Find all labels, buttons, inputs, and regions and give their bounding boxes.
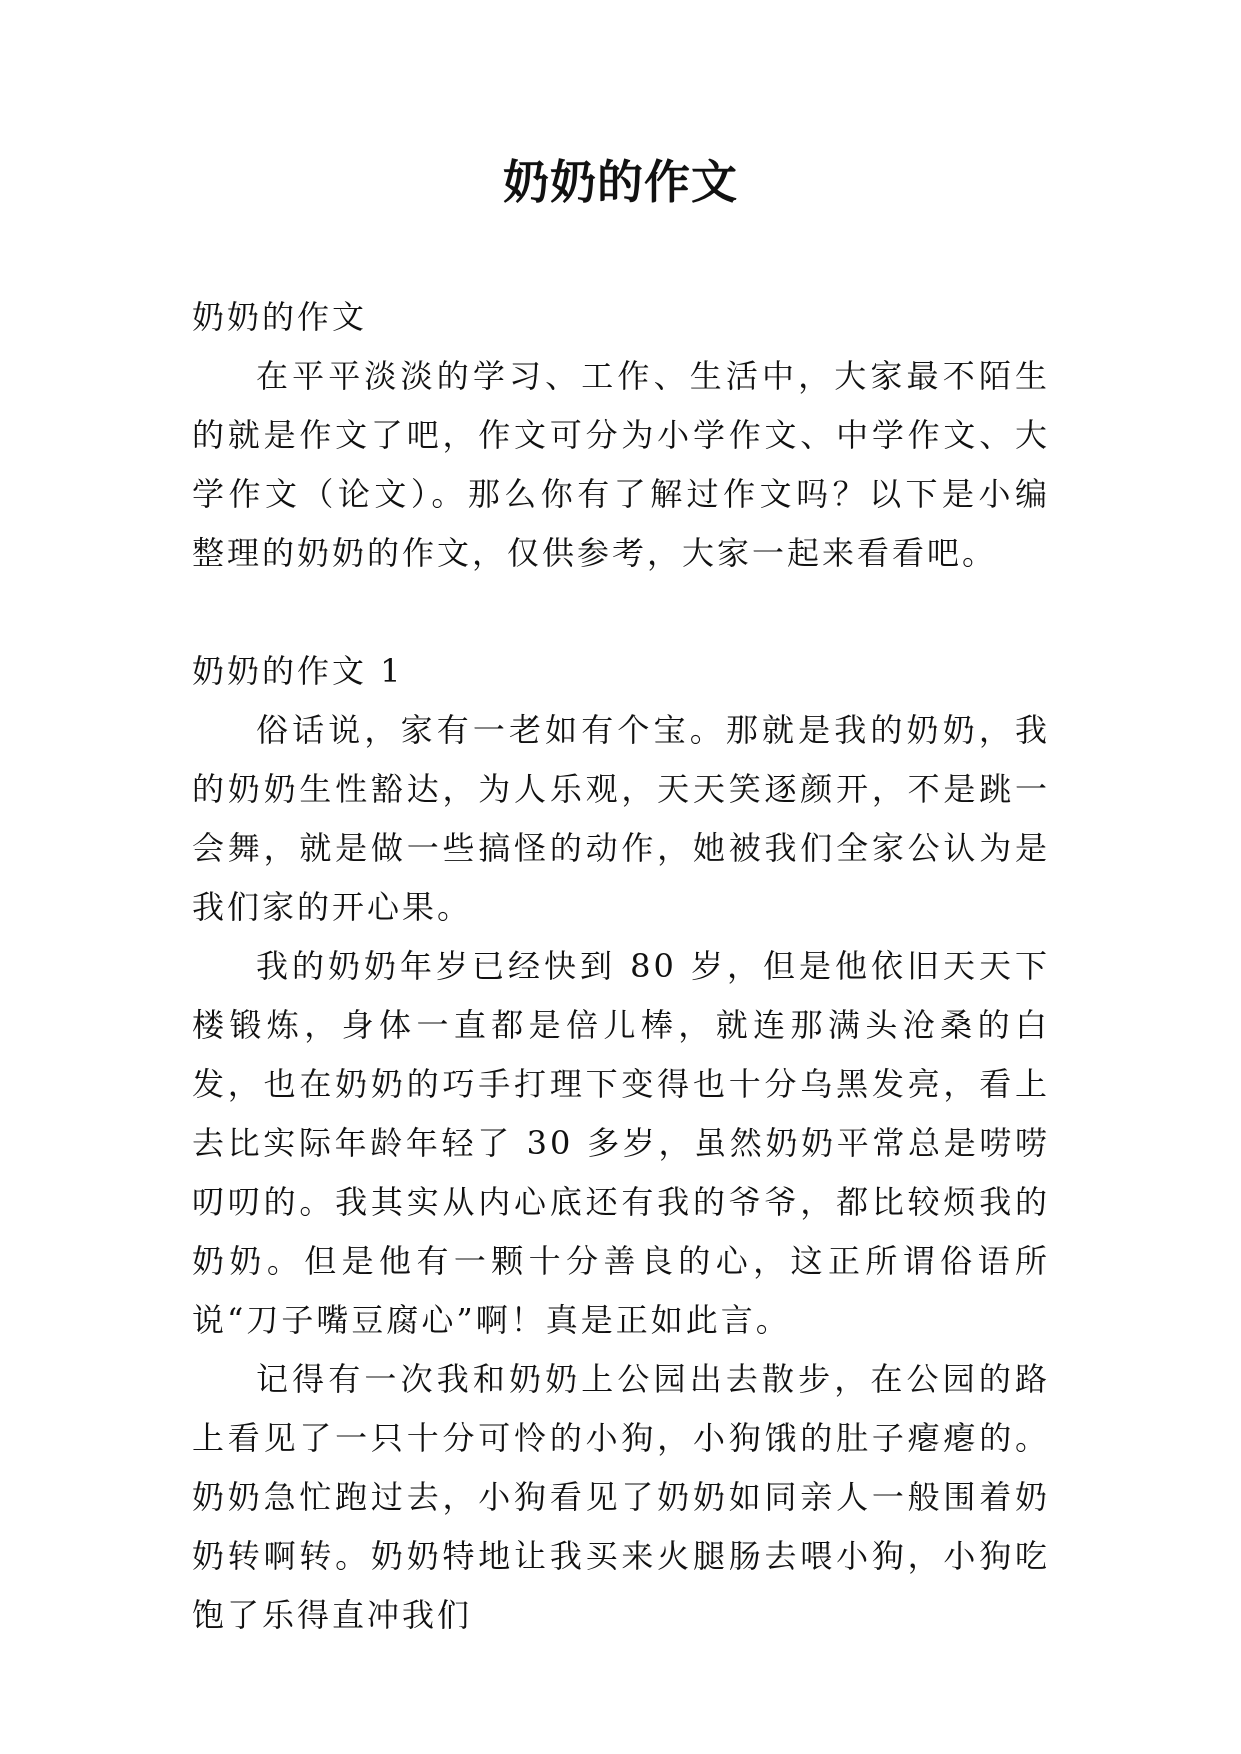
essay-1-heading: 奶奶的作文 1	[192, 652, 404, 690]
document-title: 奶奶的作文	[503, 155, 738, 209]
intro-paragraph: 在平平淡淡的学习、工作、生活中，大家最不陌生的就是作文了吧，作文可分为小学作文、中学作文、大学作文（论文）。那么你有了解过作文吗？以下是小编整理的奶奶的作文，仅供参考，大家一起来看看吧。	[192, 357, 1050, 572]
section-spacer	[192, 583, 1050, 642]
essay-1-paragraph-3: 记得有一次我和奶奶上公园出去散步，在公园的路上看见了一只十分可怜的小狗，小狗饿的肚子瘪瘪的。奶奶急忙跑过去，小狗看见了奶奶如同亲人一般围着奶奶转啊转。奶奶特地让我买来火腿肠去喂小狗，小狗吃饱了乐得直冲我们	[192, 1360, 1050, 1634]
essay-1-paragraph-2: 我的奶奶年岁已经快到 80 岁，但是他依旧天天下楼锻炼，身体一直都是倍儿棒，就连那满头沧桑的白发，也在奶奶的巧手打理下变得也十分乌黑发亮，看上去比实际年龄年轻了 30 多岁，虽然奶奶平常总是唠唠叨叨的。我其实从内心底还有我的爷爷，都比较烦我的奶奶。但是他有一颗十分善良的心，这正所谓俗语所说“刀子嘴豆腐心”啊！真是正如此言。	[192, 947, 1050, 1339]
document-body	[192, 288, 1050, 1645]
essay-1-paragraph-1: 俗话说，家有一老如有个宝。那就是我的奶奶，我的奶奶生性豁达，为人乐观，天天笑逐颜开，不是跳一会舞，就是做一些搞怪的动作，她被我们全家公认为是我们家的开心果。	[192, 711, 1050, 926]
intro-heading: 奶奶的作文	[192, 298, 368, 336]
